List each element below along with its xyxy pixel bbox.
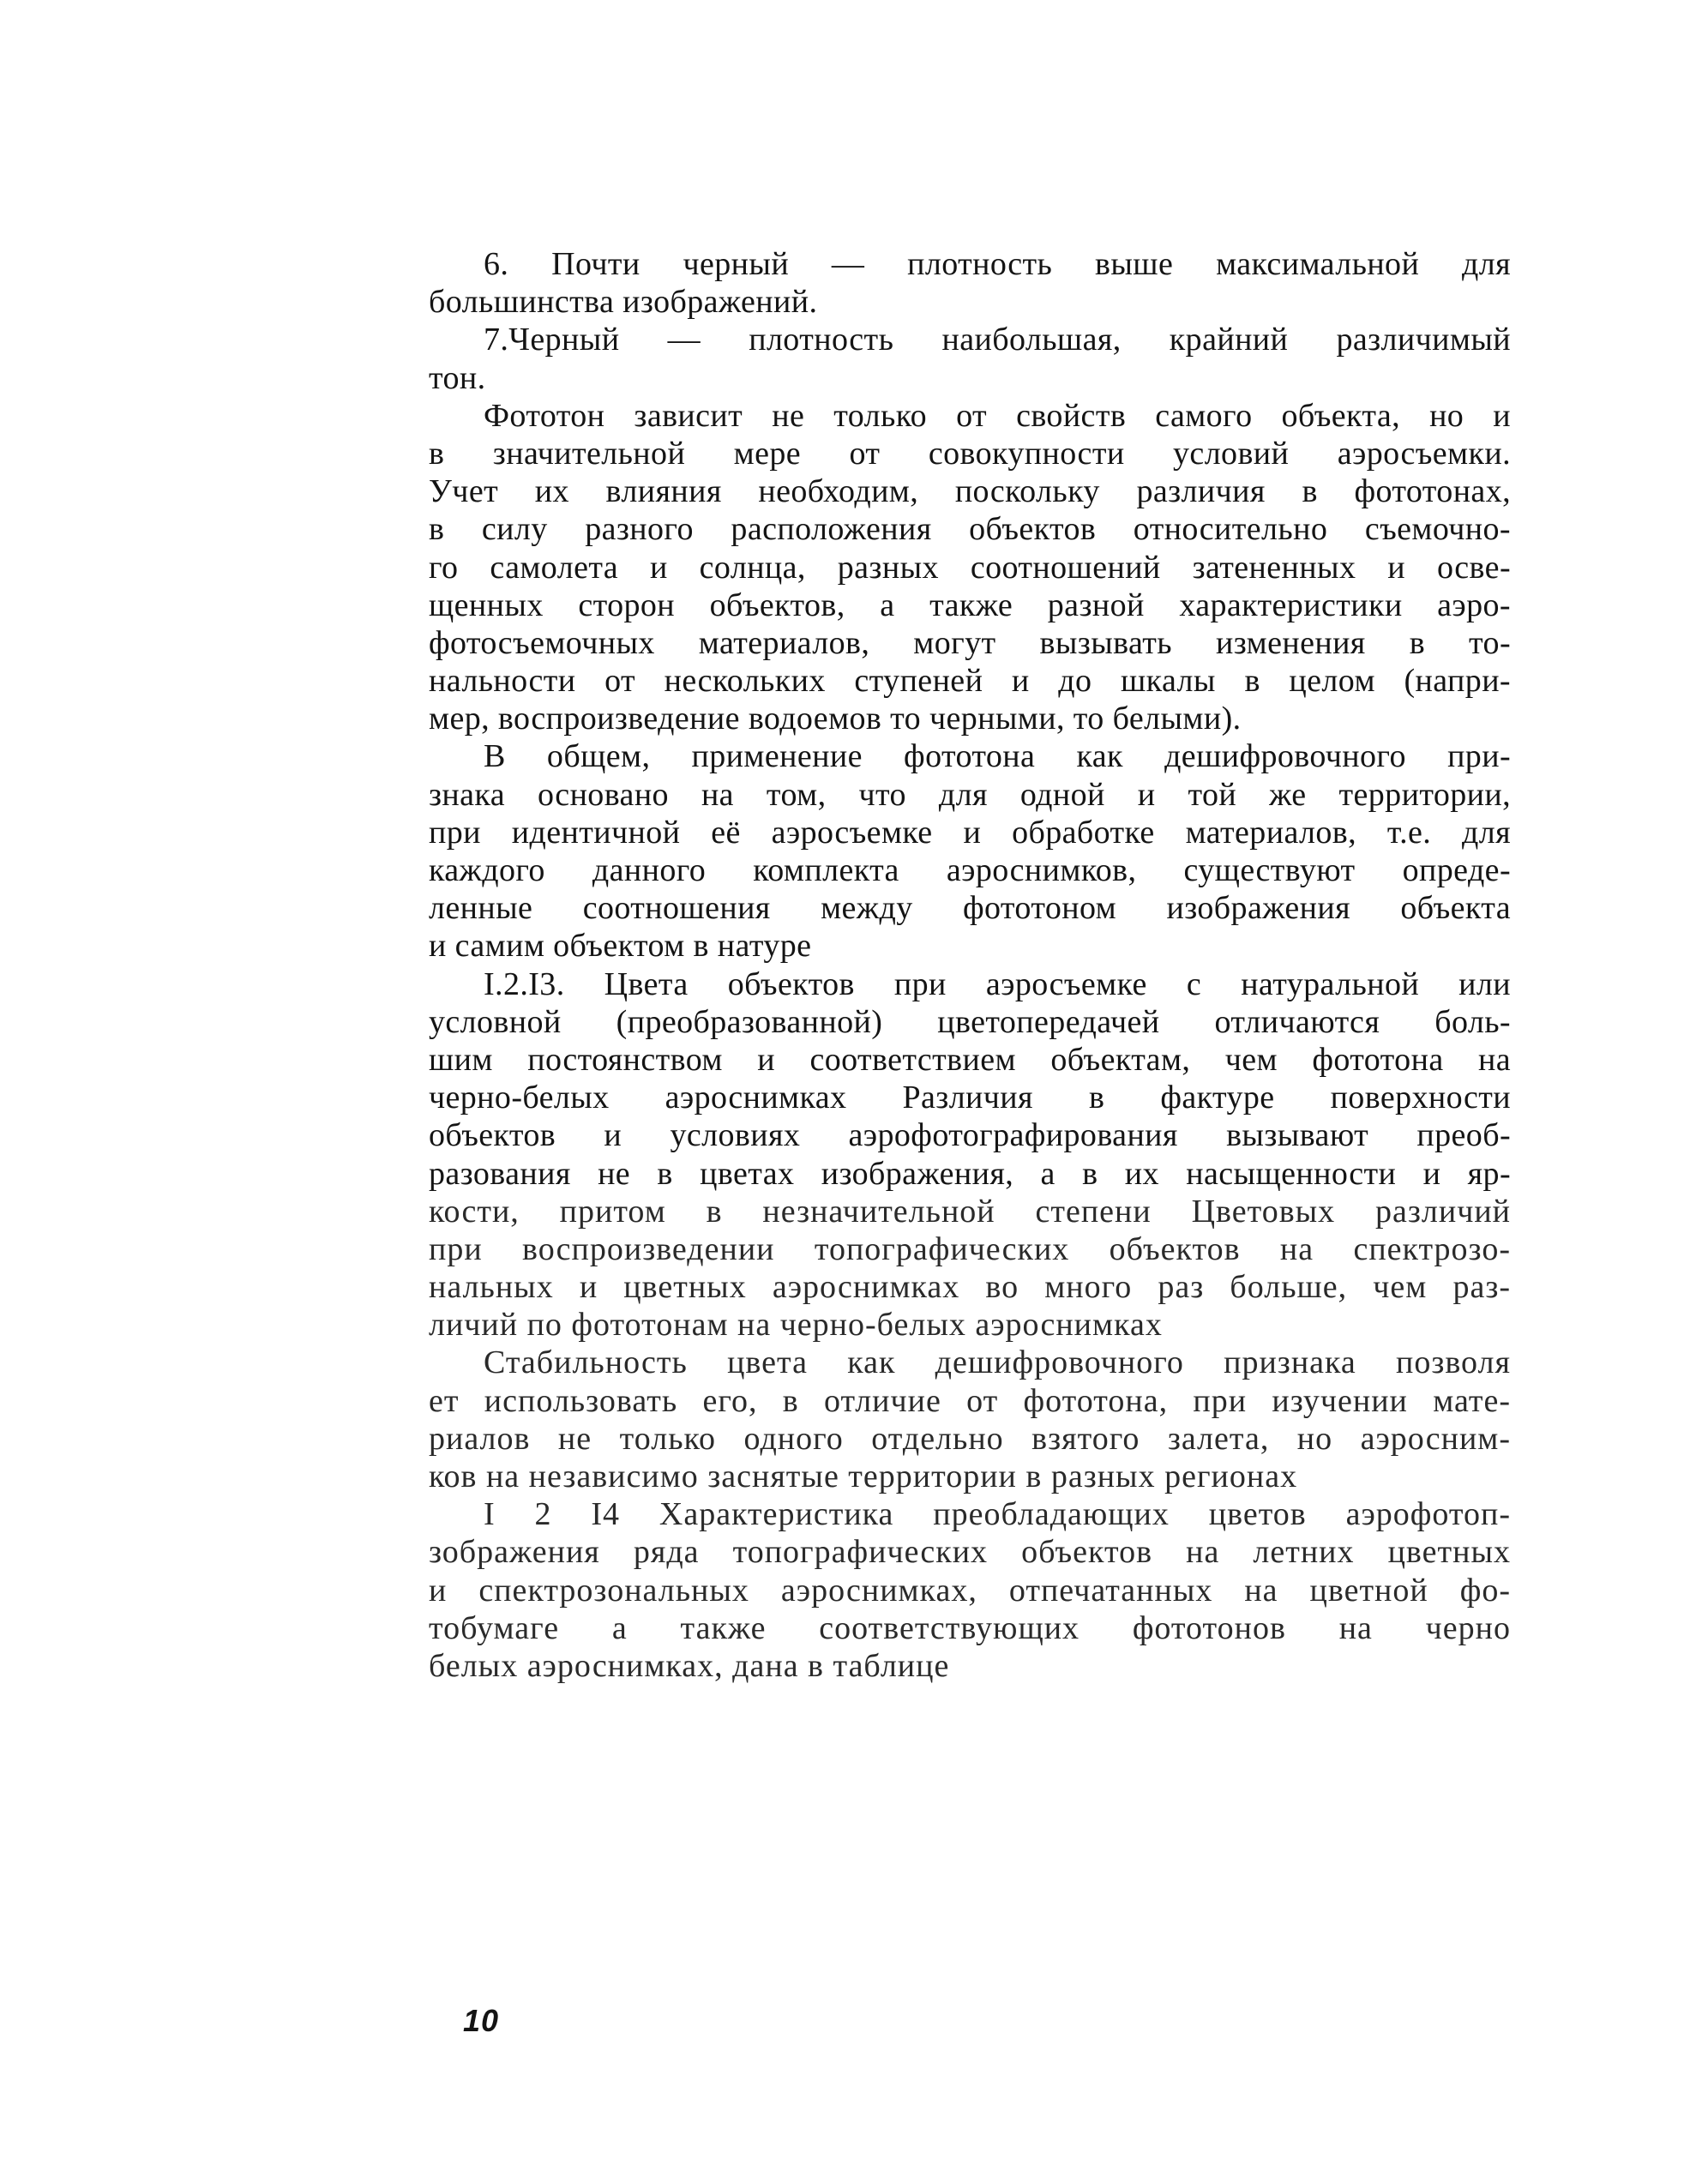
text-line: большинства изображений. (429, 284, 818, 321)
paragraph-phototone-dependency (429, 397, 1511, 738)
text-line: условной (преобразованной) цветопередачей отличаются боль- (429, 1003, 1511, 1040)
text-line: Фототон зависит не только от свойств самого объекта, но и (484, 397, 1511, 434)
text-line: мер, воспроизведение водоемов то черными, то белыми). (429, 701, 1242, 737)
text-line: личий по фототонам на черно-белых аэроснимках (429, 1307, 1163, 1344)
text-line: ет использовать его, в отличие от фототона, при изучении мате- (429, 1382, 1511, 1419)
paragraph-section-1-2-13 (429, 965, 1511, 1344)
text-line: 7.Черный — плотность наибольшая, крайний различимый (484, 322, 1511, 358)
text-line: зображения ряда топографических объектов на летних цветных (429, 1534, 1511, 1571)
text-line: ленные соотношения между фототоном изображения объекта (429, 890, 1511, 927)
text-line: и спектрозональных аэроснимках, отпечатанных на цветной фо- (429, 1572, 1511, 1609)
text-line: нальности от нескольких ступеней и до шкалы в целом (напри- (429, 663, 1511, 700)
paragraph-phototone-usage (429, 737, 1511, 965)
text-line: риалов не только одного отдельно взятого залета, но аэросним- (429, 1420, 1511, 1457)
text-line: щенных сторон объектов, а также разной характеристики аэро- (429, 586, 1511, 623)
text-line: кости, притом в незначительной степени Цветовых различий (429, 1193, 1511, 1230)
text-line: тон. (429, 359, 486, 396)
text-line: Учет их влияния необходим, поскольку различия в фототонах, (429, 473, 1511, 510)
text-line: в значительной мере от совокупности условий аэросъемки. (429, 435, 1511, 472)
body-text (429, 245, 1511, 1685)
text-line: при идентичной её аэросъемке и обработке материалов, т.е. для (429, 814, 1511, 851)
text-line: ков на независимо заснятые территории в разных регионах (429, 1458, 1298, 1494)
page-number: 10 (463, 2003, 500, 2038)
text-line: разования не в цветах изображения, а в их насыщенности и яр- (429, 1155, 1511, 1192)
paragraph-section-1-2-14 (429, 1495, 1511, 1685)
text-line: нальных и цветных аэроснимках во много раз больше, чем раз- (429, 1269, 1511, 1306)
text-line: фотосъемочных материалов, могут вызывать изменения в то- (429, 624, 1511, 661)
paragraph-color-stability (429, 1344, 1511, 1495)
text-line: при воспроизведении топографических объектов на спектрозо- (429, 1230, 1511, 1267)
text-line: I.2.I3. Цвета объектов при аэросъемке с натуральной или (484, 965, 1511, 1002)
text-line: шим постоянством и соответствием объектам, чем фототона на (429, 1041, 1511, 1078)
text-line: объектов и условиях аэрофотографирования вызывают преоб- (429, 1117, 1511, 1154)
text-line: тобумаге а также соответствующих фототонов на черно (429, 1609, 1511, 1646)
text-line: в силу разного расположения объектов относительно съемочно- (429, 511, 1511, 548)
paragraph-tone-7 (429, 321, 1511, 396)
text-line: и самим объектом в натуре (429, 928, 812, 965)
text-line: черно-белых аэроснимках Различия в фактуре поверхности (429, 1079, 1511, 1116)
text-line: каждого данного комплекта аэроснимков, существуют опреде- (429, 852, 1511, 888)
paragraph-tone-6 (429, 245, 1511, 321)
text-line: В общем, применение фототона как дешифровочного при- (484, 738, 1511, 775)
text-line: белых аэроснимках, дана в таблице (429, 1647, 950, 1684)
text-line: 6. Почти черный — плотность выше максимальной для (484, 246, 1511, 282)
text-line: Стабильность цвета как дешифровочного признака позволя (484, 1344, 1511, 1381)
text-line: I 2 I4 Характеристика преобладающих цветов аэрофотоп- (484, 1496, 1511, 1533)
text-line: знака основано на том, что для одной и той же территории, (429, 776, 1511, 813)
text-line: го самолета и солнца, разных соотношений затененных и осве- (429, 549, 1511, 586)
